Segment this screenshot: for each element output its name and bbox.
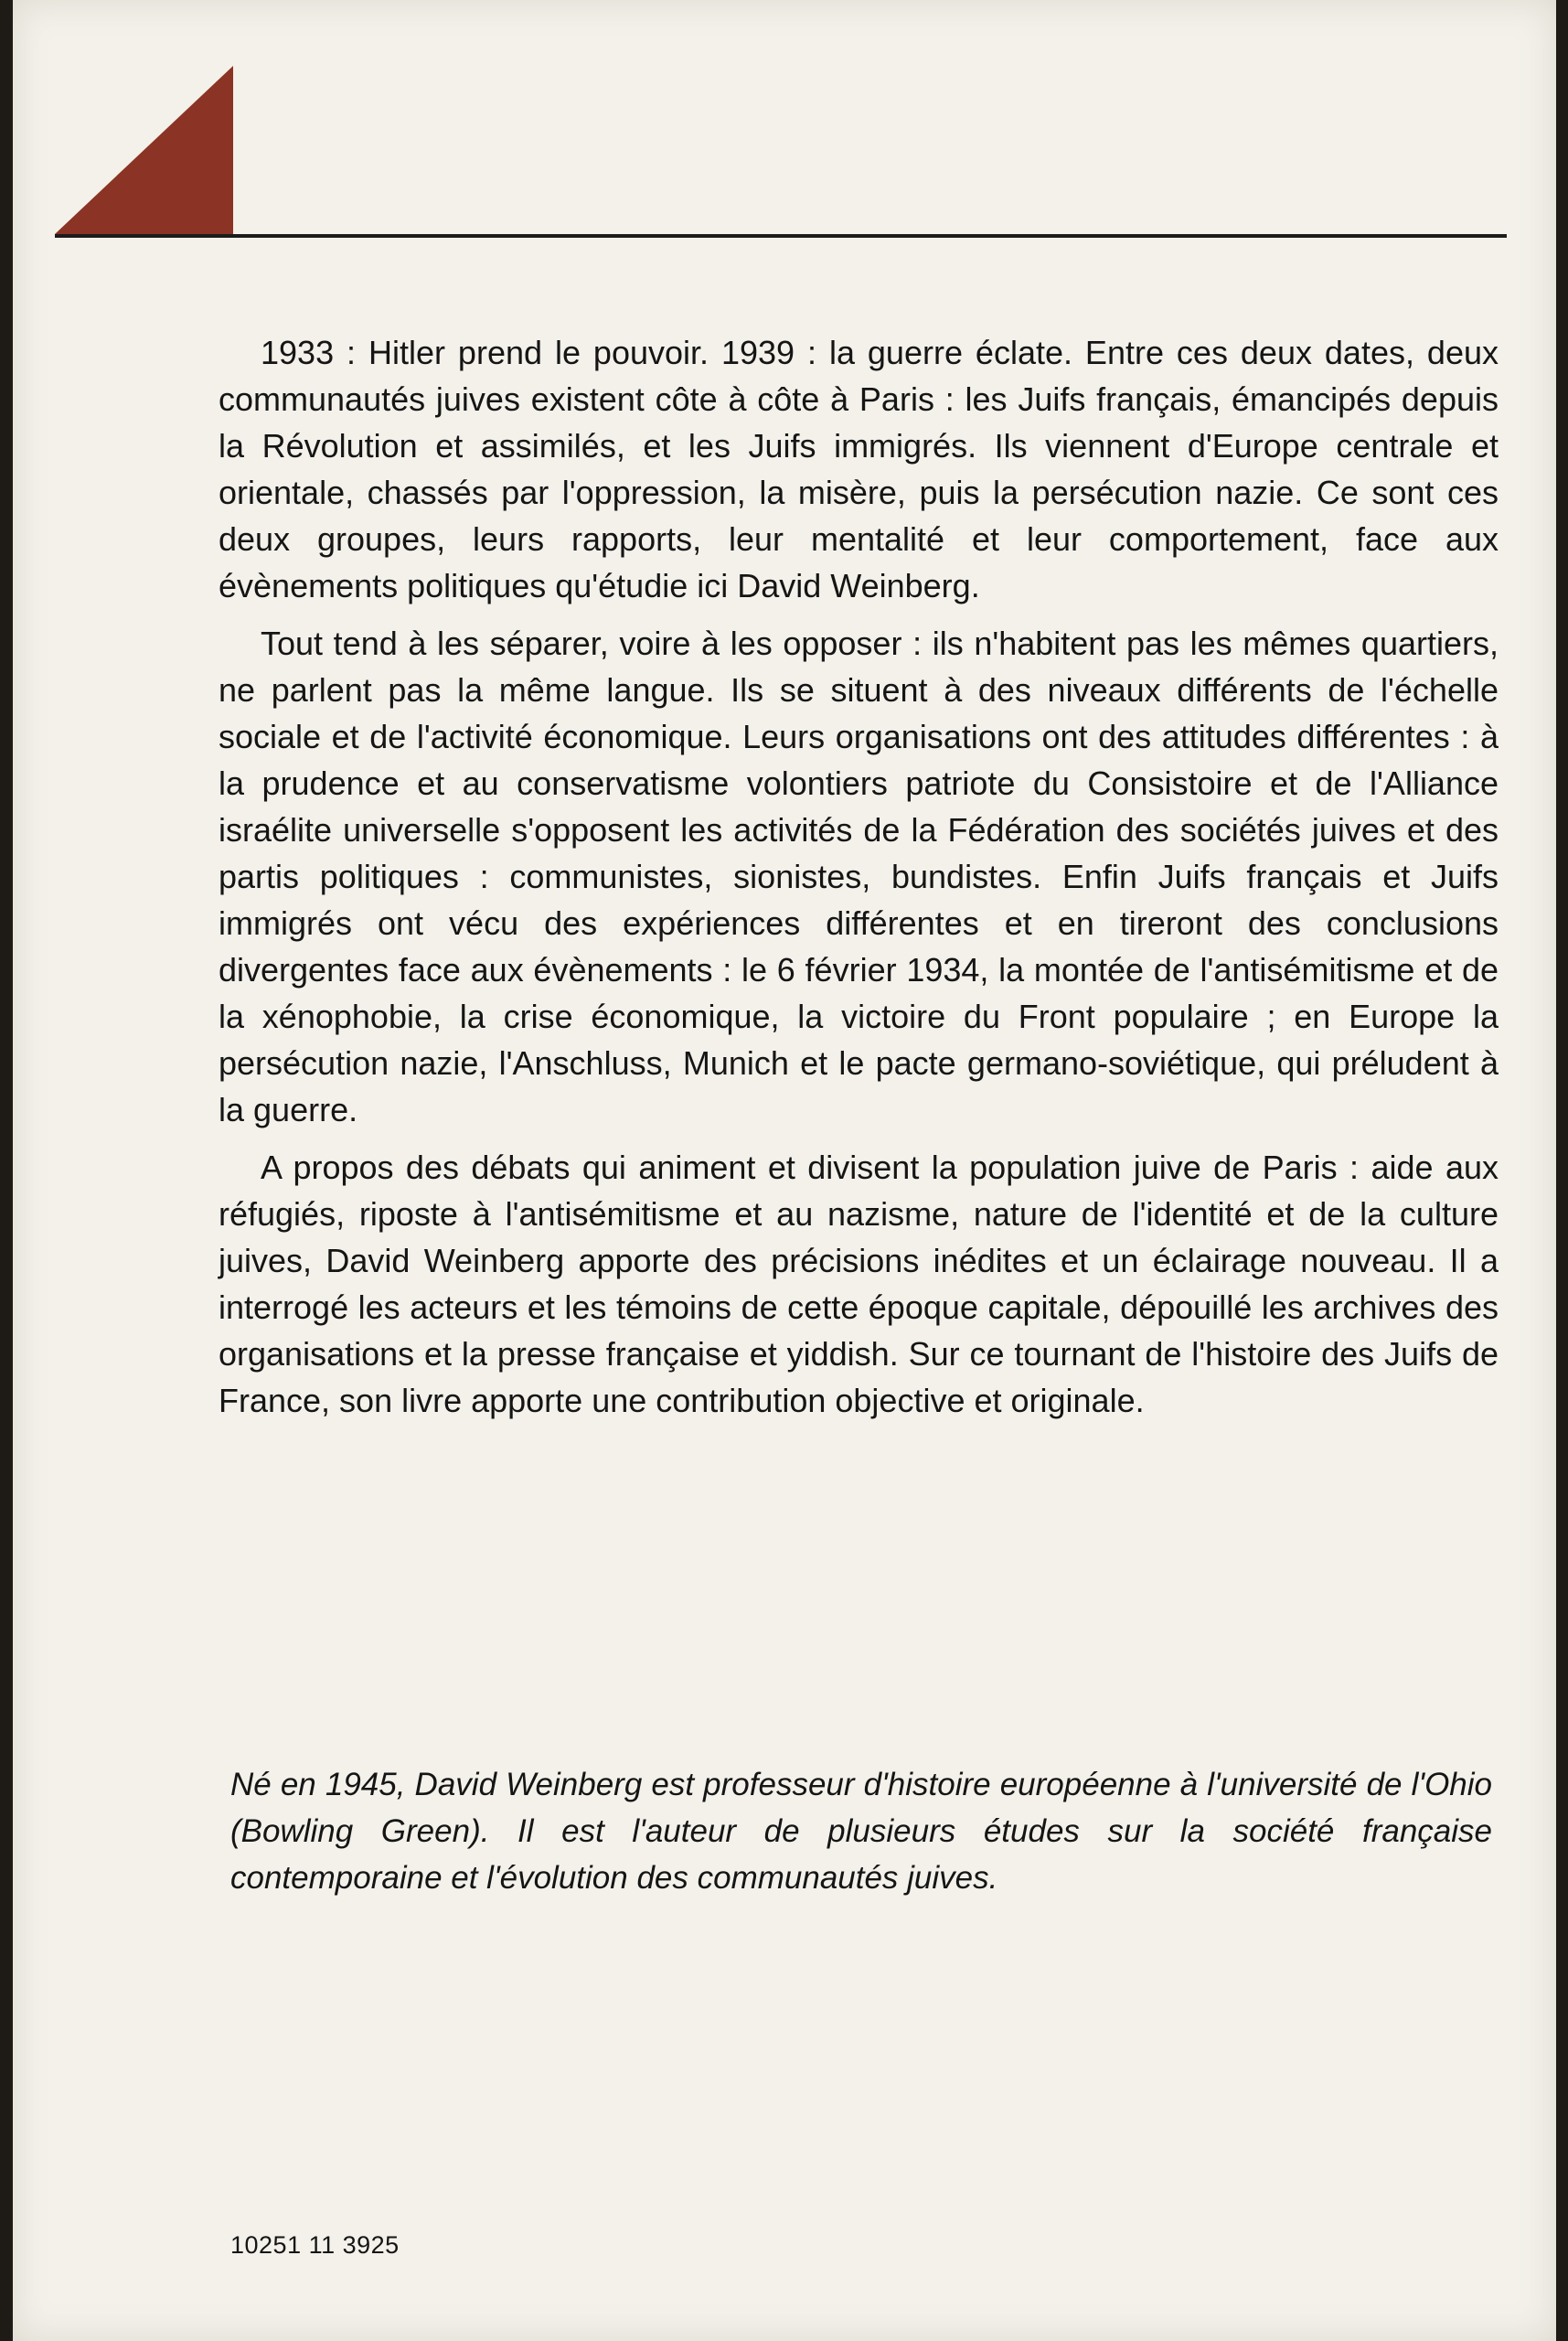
author-bio: Né en 1945, David Weinberg est professeur d'histoire européenne à l'université de l'Ohio (Bowling Green). Il est l'auteur de plusieurs études sur la société française contemporaine et l'évolution des communautés juives. [230,1767,1492,1896]
back-cover [13,0,1556,2341]
horizontal-rule [55,234,1507,238]
blurb [219,329,1499,1435]
red-triangle-ornament [55,66,233,234]
blurb-paragraph-1: 1933 : Hitler prend le pouvoir. 1939 : la guerre éclate. Entre ces deux dates, deux communautés juives existent côte à côte à Paris : les Juifs français, émancipés depuis la Révolution et assimilés, et les Juifs immigrés. Ils viennent d'Europe centrale et orientale, chassés par l'oppression, la misère, puis la persécution nazie. Ce sont ces deux groupes, leurs rapports, leur mentalité et leur comportement, face aux évènements politiques qu'étudie ici David Weinberg. [219,334,1499,604]
catalog-number: 10251 11 3925 [230,2231,400,2259]
blurb-paragraph-2: Tout tend à les séparer, voire à les opposer : ils n'habitent pas les mêmes quartiers, ne parlent pas la même langue. Ils se situent à des niveaux différents de l'échelle sociale et de l'activité économique. Leurs organisations ont des attitudes différentes : à la prudence et au conservatisme volontiers patriote du Consistoire et de l'Alliance israélite universelle s'opposent les activités de la Fédération des sociétés juives et des partis politiques : communistes, sionistes, bundistes. Enfin Juifs français et Juifs immigrés ont vécu des expériences différentes et en tireront des conclusions divergentes face aux évènements : le 6 février 1934, la montée de l'antisémitisme et de la xénophobie, la crise économique, la victoire du Front populaire ; en Europe la persécution nazie, l'Anschluss, Munich et le pacte germano-soviétique, qui préludent à la guerre. [219,625,1499,1128]
blurb-paragraph-3: A propos des débats qui animent et divisent la population juive de Paris : aide aux réfugiés, riposte à l'antisémitisme et au nazisme, nature de l'identité et de la culture juives, David Weinberg apporte des précisions inédites et un éclairage nouveau. Il a interrogé les acteurs et les témoins de cette époque capitale, dépouillé les archives des organisations et la presse française et yiddish. Sur ce tournant de l'histoire des Juifs de France, son livre apporte une contribution objective et originale. [219,1149,1499,1419]
